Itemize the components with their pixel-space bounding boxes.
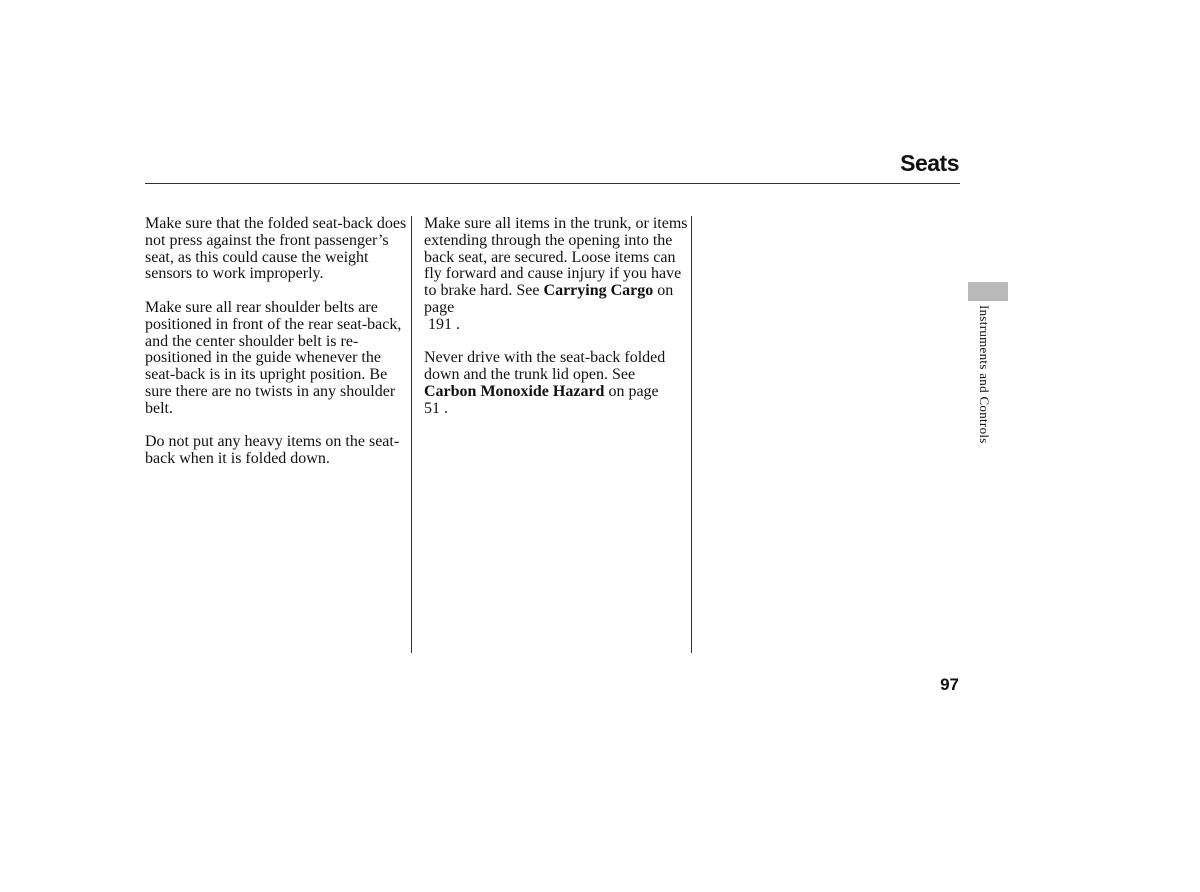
- paragraph: Make sure all rear shoulder belts are positioned in front of the rear seat-back, and the center shoulder belt is re-positioned in the guide whenever the seat-back is in its upright position. Be sure there are no twists in any shoulder belt.: [145, 298, 402, 417]
- section-tab-marker: [968, 282, 1008, 301]
- page-reference[interactable]: 51 .: [424, 399, 448, 417]
- page-number: 97: [940, 675, 959, 694]
- carbon-monoxide-hazard-reference[interactable]: Carbon Monoxide Hazard: [424, 382, 605, 400]
- left-column: [145, 216, 410, 485]
- middle-column: [424, 216, 689, 434]
- paragraph-text: Make sure all items in the trunk, or items extending through the opening into the back seat, are secured. Loose items can fly forward and cause injury if you have to brake hard. See: [424, 215, 688, 300]
- section-tab-label: Instruments and Controls: [977, 305, 992, 444]
- paragraph-trunk-lid: [424, 350, 689, 417]
- page-title: Seats: [900, 150, 959, 176]
- paragraph-text: on page: [424, 282, 674, 316]
- column-divider: [411, 216, 412, 653]
- paragraph-text: on page: [608, 382, 659, 400]
- column-divider: [691, 216, 692, 653]
- paragraph-trunk: [424, 216, 689, 334]
- title-rule: [145, 183, 960, 184]
- paragraph: Do not put any heavy items on the seat-back when it is folded down.: [145, 433, 400, 468]
- paragraph-text: Never drive with the seat-back folded down and the trunk lid open. See: [424, 349, 666, 384]
- paragraph: Make sure that the folded seat-back does not press against the front passenger’s seat, as this could cause the weight sensors to work improperly.: [145, 215, 407, 283]
- carrying-cargo-reference[interactable]: Carrying Cargo: [543, 282, 654, 300]
- page-reference[interactable]: 191 .: [428, 315, 460, 333]
